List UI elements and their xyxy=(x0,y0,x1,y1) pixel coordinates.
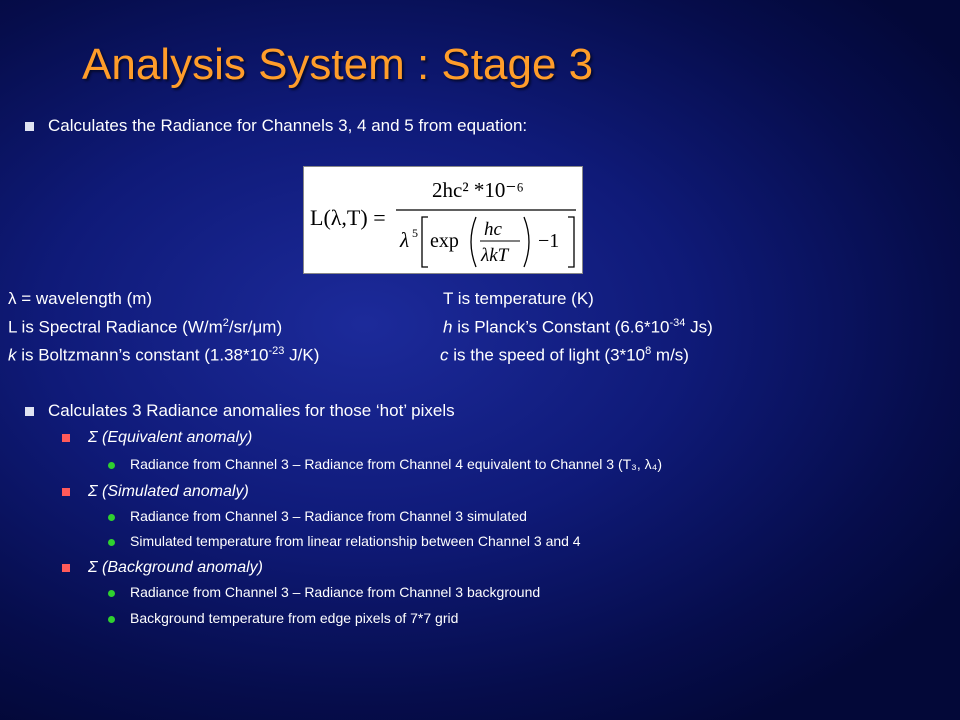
def-boltzmann xyxy=(8,345,319,366)
slide-title: Analysis System : Stage 3 xyxy=(82,40,594,89)
def-light-unit: m/s) xyxy=(651,345,689,365)
def-planck-unit: Js) xyxy=(685,317,713,337)
def-planck-sup: -34 xyxy=(669,317,686,329)
dot-bullet-icon xyxy=(108,590,115,597)
def-planck xyxy=(443,317,713,338)
dot-bullet-icon xyxy=(108,462,115,469)
anomaly-item: Radiance from Channel 3 – Radiance from Channel 3 simulated xyxy=(130,508,527,524)
anomaly-label: Σ (Equivalent anomaly) xyxy=(88,429,253,446)
anomaly-item: Radiance from Channel 3 – Radiance from Channel 3 background xyxy=(130,584,541,600)
def-temperature: T is temperature (K) xyxy=(443,289,594,308)
def-boltz-unit: J/K) xyxy=(284,345,320,365)
def-light-var: c xyxy=(440,345,449,365)
def-planck-text: is Planck’s Constant (6.6*10 xyxy=(452,317,670,337)
def-radiance xyxy=(8,317,282,338)
dot-bullet-icon xyxy=(108,616,115,623)
def-boltz-sup: -23 xyxy=(268,345,285,357)
def-radiance-text: L is Spectral Radiance (W/m xyxy=(8,317,223,337)
def-light xyxy=(440,345,689,366)
svg-text:5: 5 xyxy=(412,226,418,240)
equation-numerator: 2hc² *10⁻⁶ xyxy=(432,178,524,202)
def-radiance-sup: 2 xyxy=(222,317,229,329)
def-boltz-text: is Boltzmann’s constant (1.38*10 xyxy=(16,345,269,365)
dot-bullet-icon xyxy=(108,514,115,521)
equation-lhs: L(λ,T) = xyxy=(310,205,386,230)
anomaly-label: Σ (Background anomaly) xyxy=(88,559,264,576)
def-boltz-var: k xyxy=(8,345,17,365)
equation-lambda: λ xyxy=(400,228,410,252)
anomaly-item: Background temperature from edge pixels of 7*7 grid xyxy=(130,610,459,626)
equation-exp: exp xyxy=(430,230,459,252)
square-bullet-icon xyxy=(62,564,70,572)
planck-equation xyxy=(303,166,583,274)
equation-lambdakT: λkT xyxy=(481,245,509,266)
bullet-text: Calculates the Radiance for Channels 3, 4 and 5 from equation: xyxy=(48,116,528,135)
anomaly-item: Radiance from Channel 3 – Radiance from Channel 4 equivalent to Channel 3 (T₃, λ₄) xyxy=(130,456,663,472)
equation-hc: hc xyxy=(484,219,502,240)
bullet-text: Calculates 3 Radiance anomalies for those ‘hot’ pixels xyxy=(48,401,455,420)
square-bullet-icon xyxy=(25,122,34,131)
square-bullet-icon xyxy=(62,488,70,496)
def-planck-var: h xyxy=(443,317,453,337)
equation-graphic xyxy=(304,167,582,273)
anomaly-item: Simulated temperature from linear relationship between Channel 3 and 4 xyxy=(130,533,581,549)
def-radiance-unit: /sr/μm) xyxy=(228,317,283,337)
square-bullet-icon xyxy=(25,407,34,416)
def-light-sup: 8 xyxy=(645,345,652,357)
def-lambda: λ = wavelength (m) xyxy=(8,289,153,308)
def-light-text: is the speed of light (3*10 xyxy=(448,345,646,365)
anomaly-label: Σ (Simulated anomaly) xyxy=(88,483,249,500)
equation-minus-one: −1 xyxy=(538,230,560,252)
square-bullet-icon xyxy=(62,434,70,442)
dot-bullet-icon xyxy=(108,539,115,546)
